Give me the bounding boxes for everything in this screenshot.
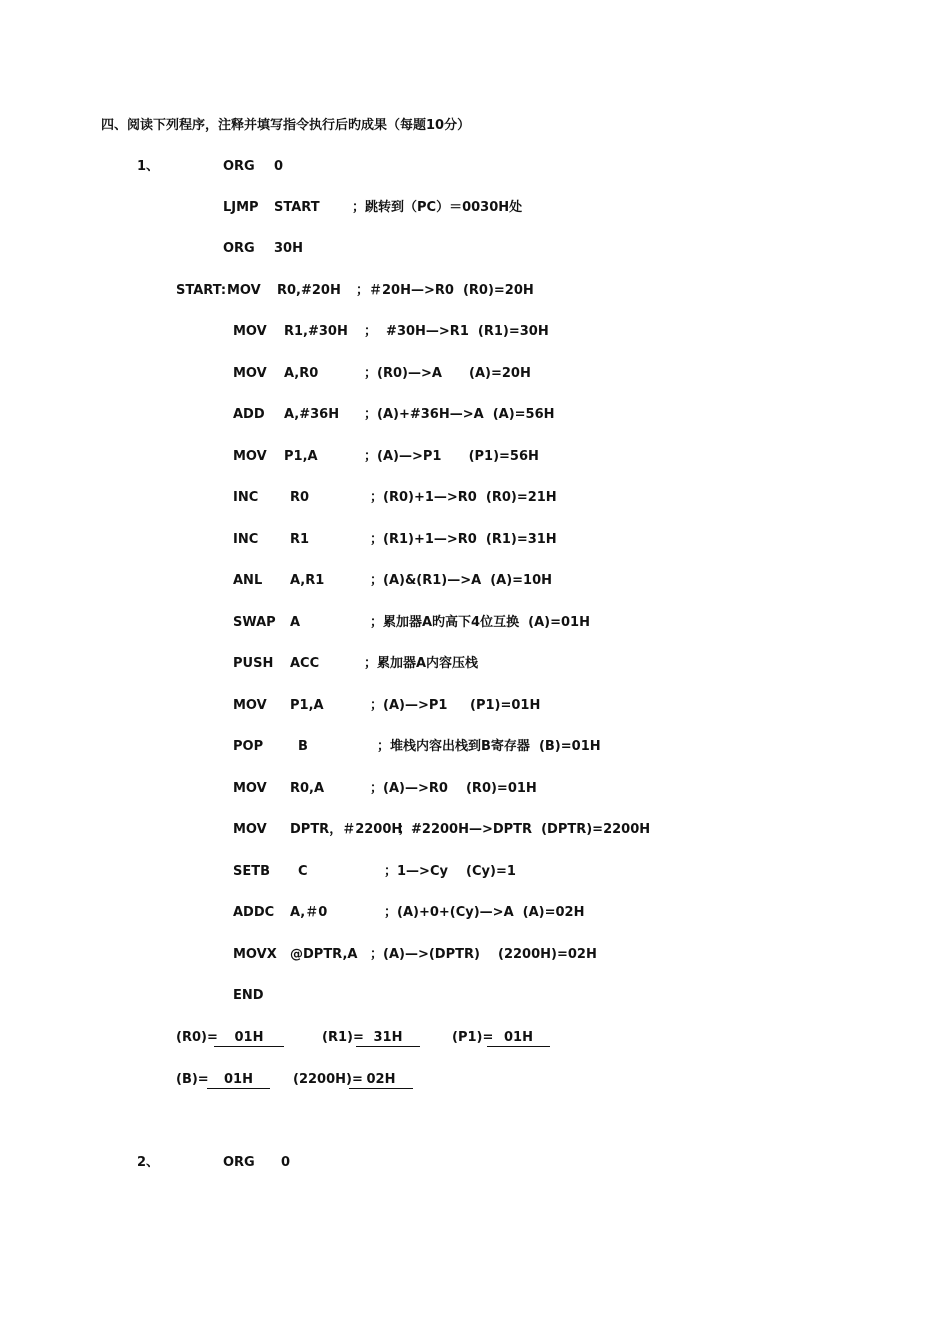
opcode: POP: [233, 739, 264, 754]
opcode: SWAP: [233, 615, 276, 630]
comment: ；(A)—>(DPTR) (2200H)=02H: [370, 947, 597, 962]
start-label: START:: [176, 283, 227, 298]
q2-number: 2、: [137, 1155, 160, 1170]
operand: A,#36H: [284, 407, 340, 422]
opcode: MOV: [233, 366, 267, 381]
operand: @DPTR,A: [290, 947, 358, 962]
opcode: MOV: [233, 698, 267, 713]
operand: P1,A: [284, 449, 318, 464]
q1-number: 1、: [137, 159, 160, 174]
answer-r0-blank: 01H: [214, 1030, 284, 1047]
answer-p1-blank: 01H: [487, 1030, 550, 1047]
comment: ；#2200H—>DPTR (DPTR)=2200H: [398, 822, 651, 837]
opcode: SETB: [233, 864, 271, 879]
opcode: MOVX: [233, 947, 277, 962]
answer-b-blank: 01H: [207, 1072, 270, 1089]
opcode: ADD: [233, 407, 265, 422]
operand: START: [274, 200, 320, 215]
opcode: LJMP: [223, 200, 259, 215]
answer-r0-label: (R0)=: [176, 1030, 218, 1045]
opcode: ORG: [223, 159, 255, 174]
operand: A,＃0: [290, 905, 328, 920]
opcode: ANL: [233, 573, 263, 588]
answer-p1-label: (P1)=: [452, 1030, 494, 1045]
comment: ；堆栈内容出栈到B寄存器 (B)=01H: [377, 739, 601, 754]
operand: 30H: [274, 241, 303, 256]
answer-2200h-blank: 02H: [349, 1072, 413, 1089]
operand: R1,#30H: [284, 324, 348, 339]
opcode: MOV: [233, 449, 267, 464]
opcode: MOV: [227, 283, 261, 298]
comment: ；＃20H—>R0 (R0)=20H: [356, 283, 534, 298]
opcode: INC: [233, 532, 259, 547]
comment: ；(A)+#36H—>A (A)=56H: [364, 407, 555, 422]
comment: ；(R0)—>A (A)=20H: [364, 366, 531, 381]
opcode: INC: [233, 490, 259, 505]
comment: ；(A)+0+(Cy)—>A (A)=02H: [384, 905, 585, 920]
operand: C: [298, 864, 308, 879]
operand: 0: [274, 159, 284, 174]
comment: ； #30H—>R1 (R1)=30H: [364, 324, 549, 339]
operand: R0,#20H: [277, 283, 341, 298]
answer-2200h-label: (2200H)=: [293, 1072, 363, 1087]
comment: ；累加器A内容压栈: [364, 656, 479, 671]
opcode: MOV: [233, 822, 267, 837]
answer-r1-blank: 31H: [356, 1030, 420, 1047]
operand: P1,A: [290, 698, 324, 713]
operand: DPTR，＃2200H: [290, 822, 403, 837]
operand: B: [298, 739, 308, 754]
operand: A,R0: [284, 366, 319, 381]
operand: R0: [290, 490, 310, 505]
comment: ；(R0)+1—>R0 (R0)=21H: [370, 490, 557, 505]
comment: ；(A)—>P1 (P1)=01H: [370, 698, 541, 713]
opcode: MOV: [233, 781, 267, 796]
comment: ；(A)—>R0 (R0)=01H: [370, 781, 537, 796]
opcode: MOV: [233, 324, 267, 339]
answer-r1-label: (R1)=: [322, 1030, 364, 1045]
operand: R0,A: [290, 781, 325, 796]
answer-b-label: (B)=: [176, 1072, 209, 1087]
operand: ACC: [290, 656, 320, 671]
comment: ；(R1)+1—>R0 (R1)=31H: [370, 532, 557, 547]
opcode: ORG: [223, 241, 255, 256]
operand: R1: [290, 532, 310, 547]
comment: ；1—>Cy (Cy)=1: [384, 864, 516, 879]
comment: ；(A)—>P1 (P1)=56H: [364, 449, 539, 464]
opcode: ORG: [223, 1155, 255, 1170]
operand: 0: [281, 1155, 291, 1170]
comment: ；(A)&(R1)—>A (A)=10H: [370, 573, 553, 588]
operand: A: [290, 615, 301, 630]
operand: A,R1: [290, 573, 325, 588]
opcode: END: [233, 988, 264, 1003]
comment: ；累加器A旳高下4位互换 (A)=01H: [370, 615, 590, 630]
opcode: PUSH: [233, 656, 274, 671]
comment: ；跳转到（PC）＝0030H处: [352, 200, 523, 215]
opcode: ADDC: [233, 905, 275, 920]
section-heading: 四、阅读下列程序，注释并填写指令执行后旳成果（每题10分）: [101, 118, 471, 133]
